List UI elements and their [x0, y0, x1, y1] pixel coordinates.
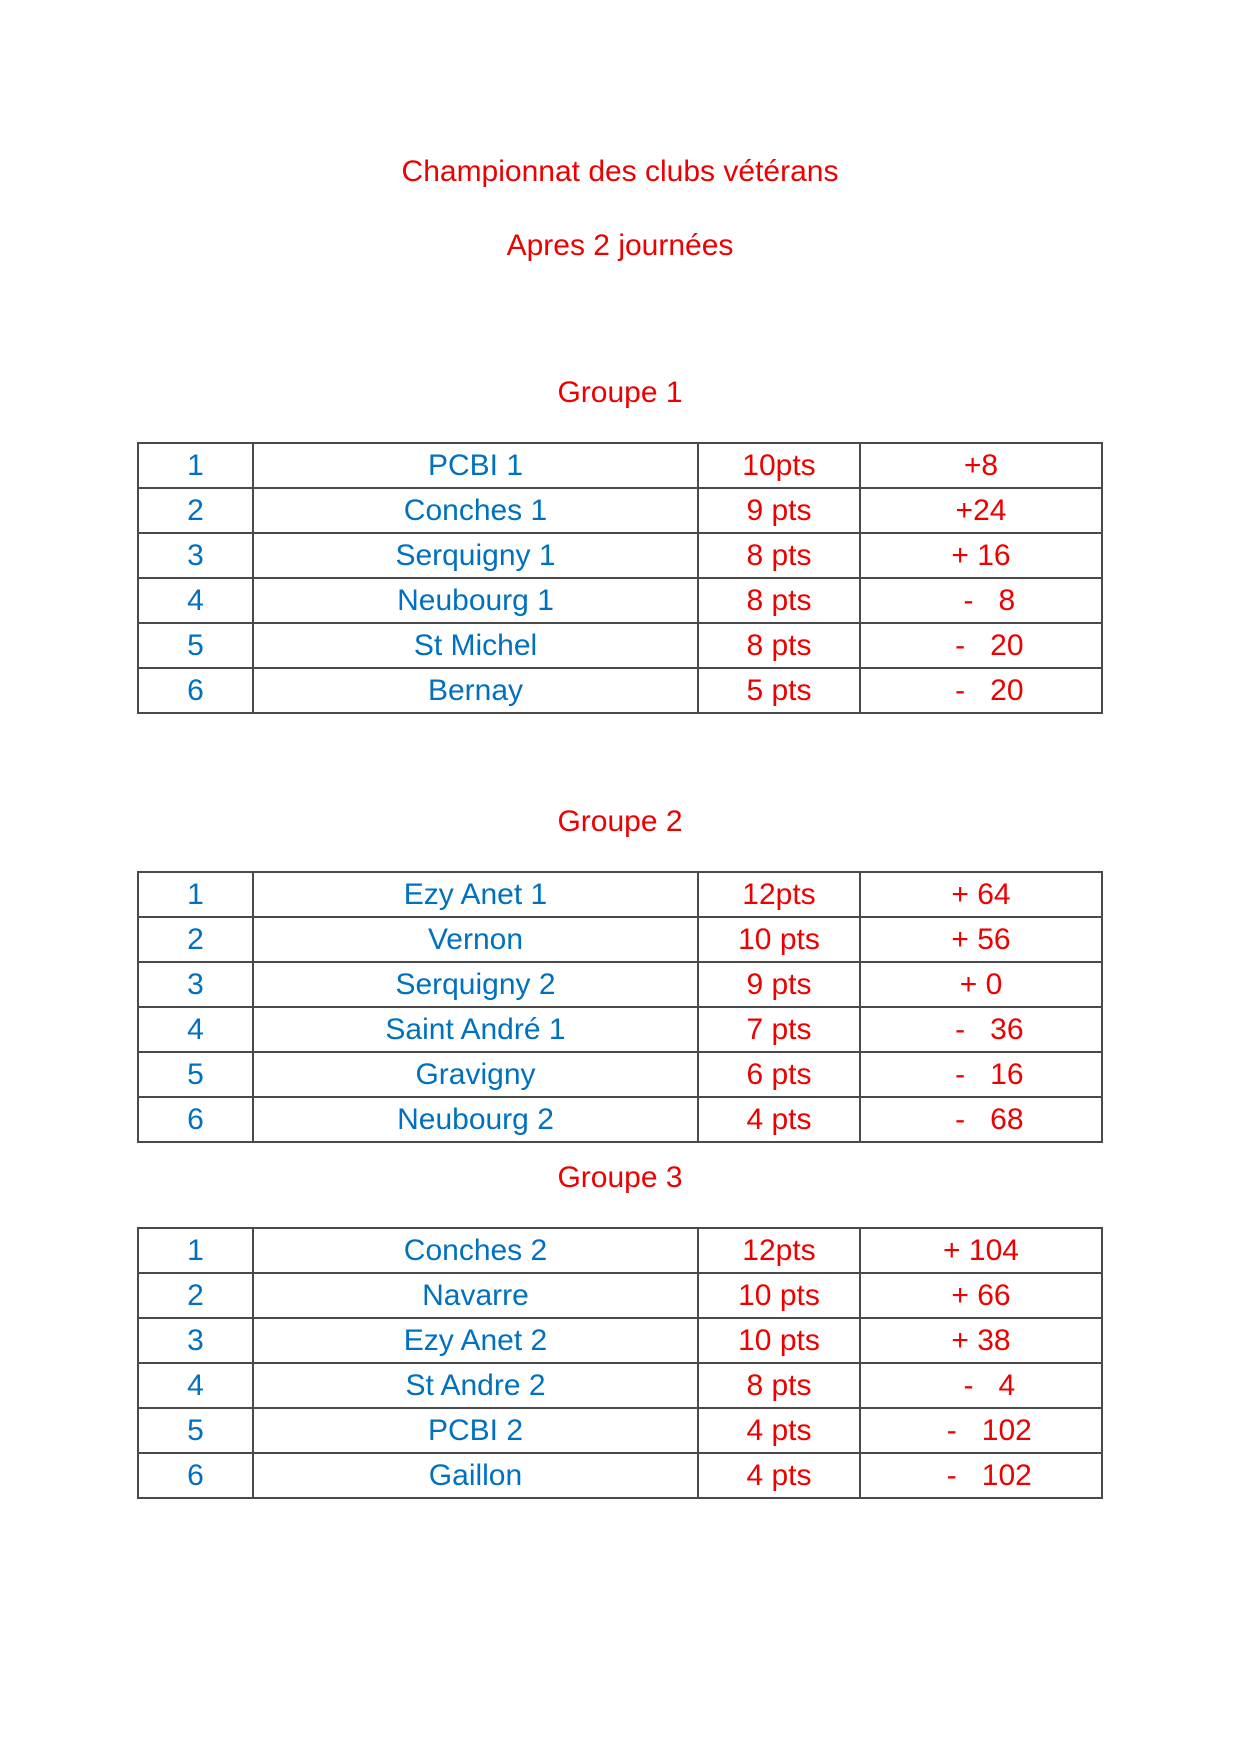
rank-cell: 5	[138, 1408, 253, 1453]
points-cell: 9 pts	[698, 488, 860, 533]
diff-cell: + 104	[860, 1228, 1102, 1273]
points-cell: 8 pts	[698, 1363, 860, 1408]
group-3-table	[137, 1227, 1103, 1499]
table-row	[138, 1007, 1102, 1052]
group-3-label: Groupe 3	[557, 1161, 683, 1194]
points-cell: 4 pts	[698, 1453, 860, 1498]
rank-cell: 5	[138, 623, 253, 668]
rank-cell: 2	[138, 488, 253, 533]
points-cell: 10 pts	[698, 1273, 860, 1318]
diff-cell: +8	[860, 443, 1102, 488]
diff-cell: + 66	[860, 1273, 1102, 1318]
team-cell: Serquigny 2	[253, 962, 698, 1007]
table-row	[138, 623, 1102, 668]
points-cell: 4 pts	[698, 1097, 860, 1142]
group-2-table	[137, 871, 1103, 1143]
diff-cell: +24	[860, 488, 1102, 533]
rank-cell: 3	[138, 1318, 253, 1363]
group-1-label: Groupe 1	[557, 376, 683, 409]
rank-cell: 1	[138, 443, 253, 488]
points-cell: 5 pts	[698, 668, 860, 713]
group-2-label: Groupe 2	[557, 805, 683, 838]
rank-cell: 6	[138, 1097, 253, 1142]
diff-cell: - 102	[860, 1408, 1102, 1453]
diff-cell: - 102	[860, 1453, 1102, 1498]
points-cell: 4 pts	[698, 1408, 860, 1453]
diff-cell: + 16	[860, 533, 1102, 578]
diff-cell: - 20	[860, 623, 1102, 668]
points-cell: 10pts	[698, 443, 860, 488]
team-cell: Neubourg 2	[253, 1097, 698, 1142]
table-row	[138, 1097, 1102, 1142]
points-cell: 8 pts	[698, 533, 860, 578]
diff-cell: + 56	[860, 917, 1102, 962]
points-cell: 6 pts	[698, 1052, 860, 1097]
team-cell: Ezy Anet 2	[253, 1318, 698, 1363]
team-cell: Bernay	[253, 668, 698, 713]
team-cell: Saint André 1	[253, 1007, 698, 1052]
diff-cell: - 68	[860, 1097, 1102, 1142]
rank-cell: 2	[138, 917, 253, 962]
table-row	[138, 533, 1102, 578]
group-1-table	[137, 442, 1103, 714]
rank-cell: 3	[138, 533, 253, 578]
points-cell: 10 pts	[698, 1318, 860, 1363]
table-row	[138, 488, 1102, 533]
points-cell: 9 pts	[698, 962, 860, 1007]
diff-cell: - 8	[860, 578, 1102, 623]
rank-cell: 5	[138, 1052, 253, 1097]
rank-cell: 1	[138, 872, 253, 917]
team-cell: Ezy Anet 1	[253, 872, 698, 917]
table-row	[138, 1273, 1102, 1318]
team-cell: Navarre	[253, 1273, 698, 1318]
rank-cell: 2	[138, 1273, 253, 1318]
points-cell: 12pts	[698, 1228, 860, 1273]
points-cell: 12pts	[698, 872, 860, 917]
table-row	[138, 1052, 1102, 1097]
team-cell: PCBI 1	[253, 443, 698, 488]
points-cell: 7 pts	[698, 1007, 860, 1052]
table-row	[138, 1318, 1102, 1363]
team-cell: Gravigny	[253, 1052, 698, 1097]
diff-cell: + 0	[860, 962, 1102, 1007]
rank-cell: 3	[138, 962, 253, 1007]
diff-cell: - 16	[860, 1052, 1102, 1097]
rank-cell: 4	[138, 578, 253, 623]
table-row	[138, 962, 1102, 1007]
diff-cell: - 36	[860, 1007, 1102, 1052]
document-title: Championnat des clubs vétérans	[401, 155, 839, 188]
rank-cell: 4	[138, 1007, 253, 1052]
rank-cell: 1	[138, 1228, 253, 1273]
points-cell: 8 pts	[698, 578, 860, 623]
table-row	[138, 917, 1102, 962]
team-cell: St Andre 2	[253, 1363, 698, 1408]
team-cell: Neubourg 1	[253, 578, 698, 623]
table-row	[138, 872, 1102, 917]
team-cell: Serquigny 1	[253, 533, 698, 578]
team-cell: PCBI 2	[253, 1408, 698, 1453]
rank-cell: 6	[138, 668, 253, 713]
rank-cell: 4	[138, 1363, 253, 1408]
table-row	[138, 443, 1102, 488]
table-row	[138, 1363, 1102, 1408]
table-row	[138, 1453, 1102, 1498]
diff-cell: + 38	[860, 1318, 1102, 1363]
diff-cell: - 4	[860, 1363, 1102, 1408]
rank-cell: 6	[138, 1453, 253, 1498]
points-cell: 8 pts	[698, 623, 860, 668]
team-cell: Gaillon	[253, 1453, 698, 1498]
points-cell: 10 pts	[698, 917, 860, 962]
table-row	[138, 1408, 1102, 1453]
team-cell: Vernon	[253, 917, 698, 962]
diff-cell: - 20	[860, 668, 1102, 713]
diff-cell: + 64	[860, 872, 1102, 917]
document-subtitle: Apres 2 journées	[506, 229, 734, 262]
team-cell: St Michel	[253, 623, 698, 668]
table-row	[138, 668, 1102, 713]
team-cell: Conches 1	[253, 488, 698, 533]
table-row	[138, 578, 1102, 623]
team-cell: Conches 2	[253, 1228, 698, 1273]
table-row	[138, 1228, 1102, 1273]
